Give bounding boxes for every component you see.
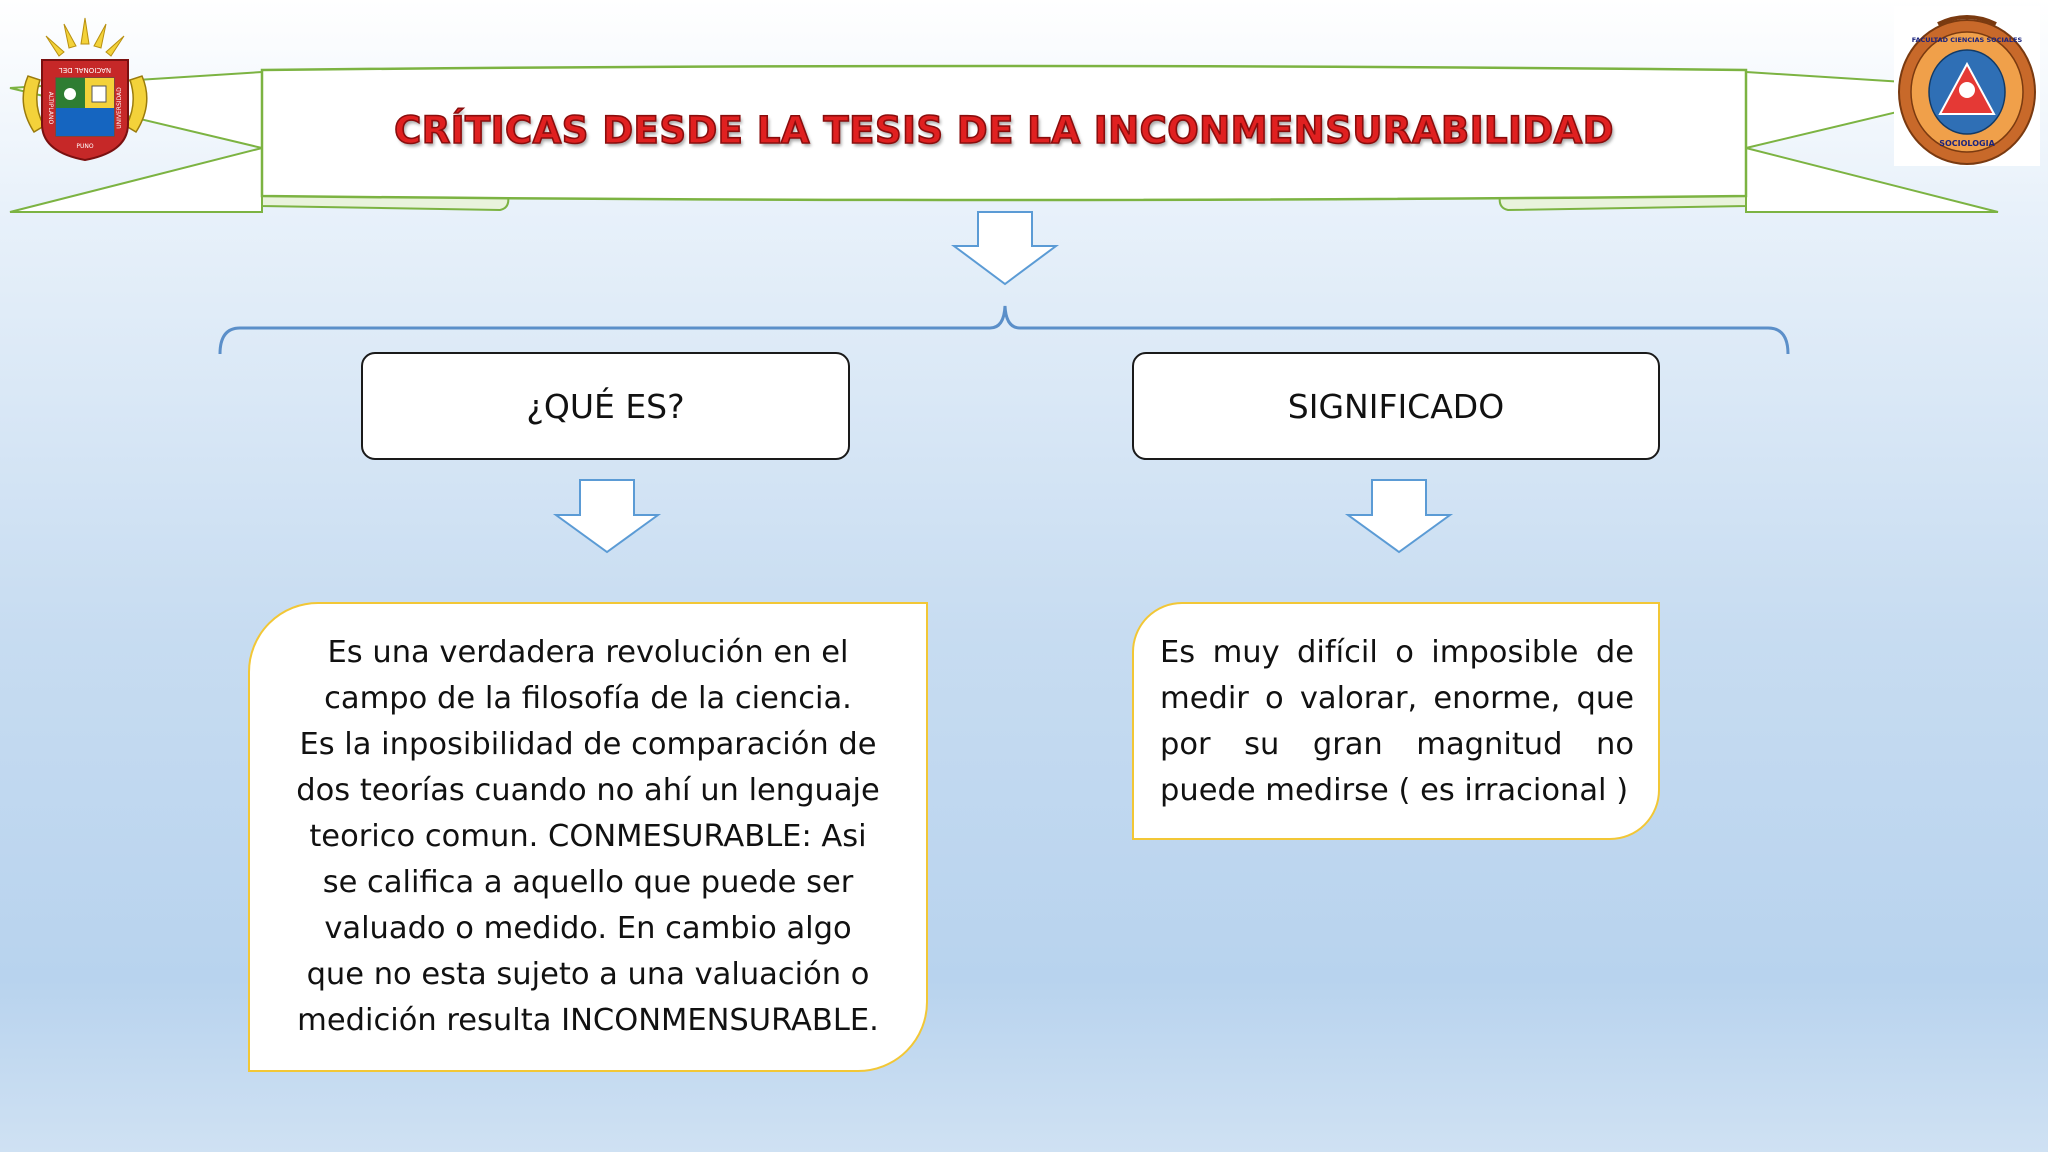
down-arrow-icon — [954, 212, 1056, 284]
heading-que-es: ¿QUÉ ES? — [361, 352, 850, 460]
crest-text-bottom: PUNO — [76, 143, 94, 150]
text-line: dos teorías cuando no ahí un lenguaje — [296, 773, 880, 808]
crest-text-left: ALTIPLANO — [47, 91, 54, 125]
faculty-seal-icon — [1894, 6, 2040, 166]
text-line: puede medirse ( es irracional ) — [1160, 773, 1629, 808]
text-line: campo de la filosofía de la ciencia. — [324, 681, 852, 716]
que-es-description — [248, 602, 928, 1072]
down-arrow-icon — [1348, 480, 1450, 552]
seal-text-top: FACULTAD CIENCIAS SOCIALES — [1911, 36, 2023, 44]
text-line: que no esta sujeto a una valuación o — [306, 957, 870, 992]
crest-text-right: UNIVERSIDAD — [116, 87, 123, 129]
seal-text-bottom: SOCIOLOGIA — [1939, 139, 1995, 148]
text-line: Es muy difícil o imposible de — [1160, 635, 1634, 670]
text-line: valuado o medido. En cambio algo — [324, 911, 852, 946]
university-crest-icon — [14, 14, 156, 164]
bracket-line — [220, 306, 1788, 354]
connectors — [0, 200, 2048, 560]
crest-text-top: NACIONAL DEL — [58, 66, 112, 74]
text-line: por su gran magnitud no — [1160, 727, 1634, 762]
text-line: medir o valorar, enorme, que — [1160, 681, 1634, 716]
text-line: medición resulta INCONMENSURABLE. — [297, 1003, 879, 1038]
text-line: teorico comun. CONMESURABLE: Asi — [309, 819, 867, 854]
significado-description — [1132, 602, 1660, 840]
text-line: Es una verdadera revolución en el — [327, 635, 849, 670]
text-line: Es la inposibilidad de comparación de — [299, 727, 877, 762]
heading-significado: SIGNIFICADO — [1132, 352, 1660, 460]
page-title: CRÍTICAS DESDE LA TESIS DE LA INCONMENSURABILIDAD — [394, 109, 1614, 152]
down-arrow-icon — [556, 480, 658, 552]
text-line: se califica a aquello que puede ser — [322, 865, 854, 900]
